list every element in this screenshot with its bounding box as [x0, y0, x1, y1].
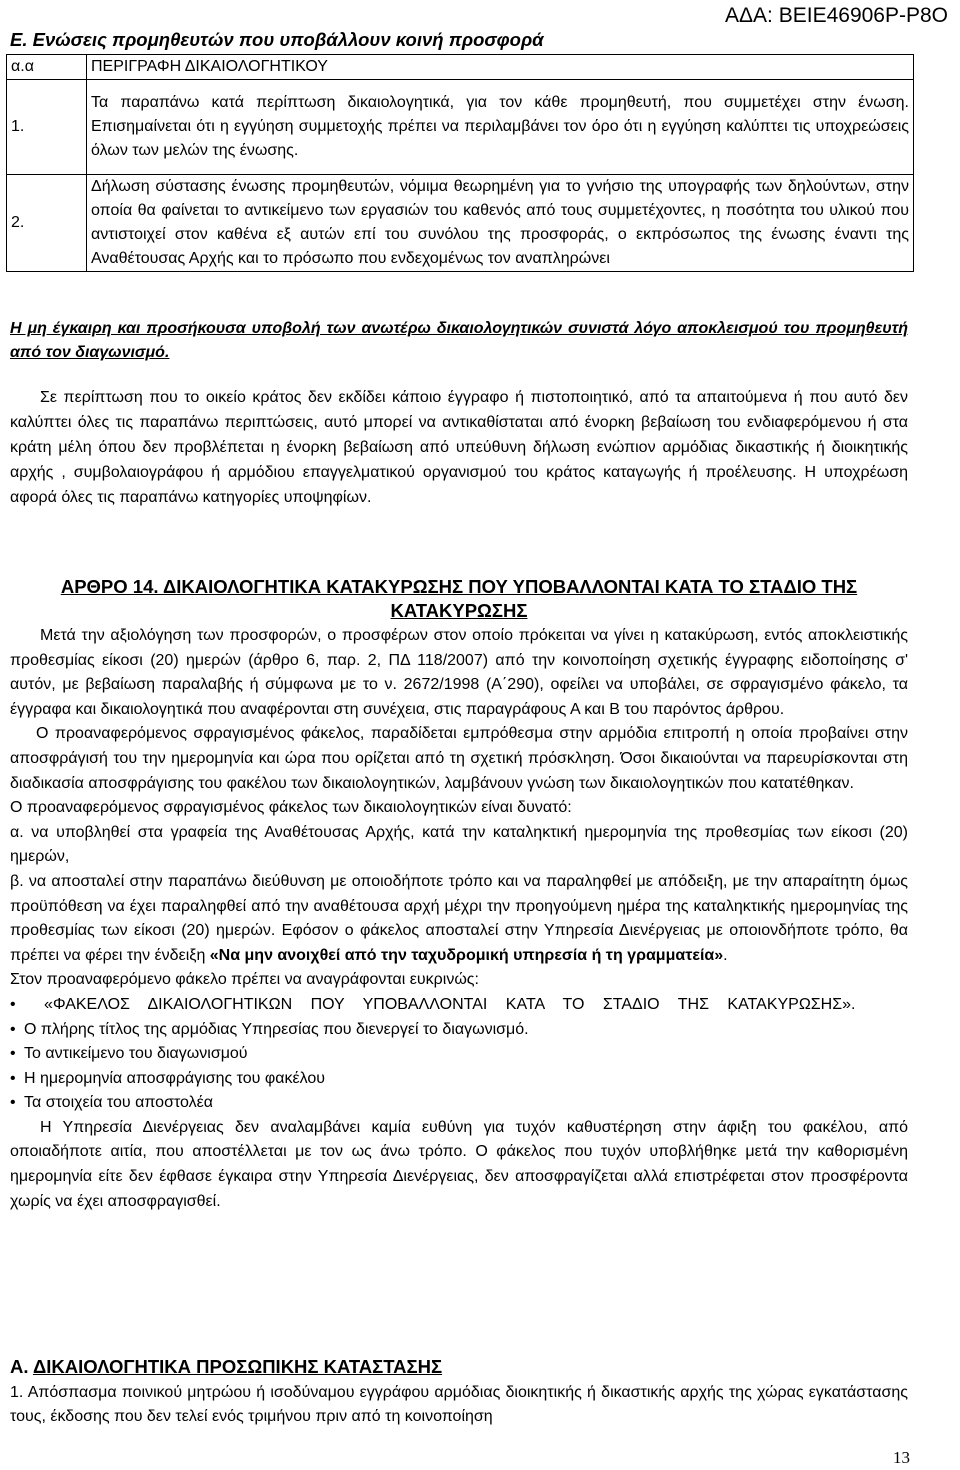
- article-title: ΔΙΚΑΙΟΛΟΓΗΤΙΚΑ ΚΑΤΑΚΥΡΩΣΗΣ ΠΟΥ ΥΠΟΒΑΛΛΟΝΤΑΙ ΚΑΤΑ ΤΟ ΣΤΑΔΙΟ ΤΗΣ ΚΑΤΑΚΥΡΩΣΗΣ: [158, 576, 858, 621]
- article-heading: [10, 575, 908, 623]
- section-e-title: Ε. Ενώσεις προμηθευτών που υποβάλλουν κοινή προσφορά: [10, 29, 544, 50]
- list-item: • «ΦΑΚΕΛΟΣ ΔΙΚΑΙΟΛΟΓΗΤΙΚΩΝ ΠΟΥ ΥΠΟΒΑΛΛΟΝΤΑΙ ΚΑΤΑ ΤΟ ΣΤΑΔΙΟ ΤΗΣ ΚΑΤΑΚΥΡΩΣΗΣ».: [10, 993, 908, 1018]
- section-a-letter: Α.: [10, 1356, 29, 1377]
- page-number: 13: [893, 1448, 910, 1467]
- body-paragraph: [10, 870, 908, 968]
- body-paragraph: Η Υπηρεσία Διενέργειας δεν αναλαμβάνει καμία ευθύνη για τυχόν καθυστέρηση στην άφιξη του φακέλου, από οποιαδήποτε αιτία, που αποστέλλεται με τον ως άνω τρόπο. Ο φάκελος που τυχόν υποβλήθηκε μετά την καθορισμένη ημερομηνία είτε δεν έφθασε έγκαιρα στην Υπηρεσία Διενέργειας, δεν αποσφραγίζεται αλλά επιστρέφεται στον προσφέροντα χωρίς να έχει αποσφραγισθεί.: [10, 1118, 908, 1210]
- body-paragraph: Ο προαναφερόμενος σφραγισμένος φάκελος των δικαιολογητικών είναι δυνατό:: [10, 799, 572, 817]
- body-paragraph: α. να υποβληθεί στα γραφεία της Αναθέτουσας Αρχής, κατά την καταληκτική ημερομηνία της προθεσμίας των είκοσι (20) ημερών,: [10, 823, 908, 866]
- article-body: [10, 624, 908, 1214]
- body-paragraph: Μετά την αξιολόγηση των προσφορών, ο προσφέρων στον οποίο πρόκειται να γίνει η κατακύρωση, εντός αποκλειστικής προθεσμίας είκοσι (20) ημερών (άρθρο 6, παρ. 2, ΠΔ 118/2007) από την κοινοποίηση σχετικής έγγραφης ειδοποίησης σ' αυτόν, με βεβαίωση παραλαβής ή σύμφωνα με το ν. 2672/1998 (Α΄290), οφείλει να υποβάλει, σε σφραγισμένο φάκελο, τα έγγραφα και δικαιολογητικά που αναφέρονται στη συνέχεια, στις παραγράφους Α και Β του παρόντος άρθρου.: [10, 627, 908, 718]
- table-row-num: 1.: [7, 80, 87, 175]
- table-row-num: 2.: [7, 175, 87, 272]
- section-a-title: ΔΙΚΑΙΟΛΟΓΗΤΙΚΑ ΠΡΟΣΩΠΙΚΗΣ ΚΑΤΑΣΤΑΣΗΣ: [32, 1356, 443, 1377]
- body-paragraph: Ο προαναφερόμενος σφραγισμένος φάκελος, παραδίδεται εμπρόθεσμα στην αρμόδια επιτροπή η οποία προβαίνει στην αποσφράγισή του την ημερομηνία και ώρα που ορίζεται από τη σχετική πρόσκληση. Όσοι δικαιούνται να παρευρίσκονται στη διαδικασία αποσφράγισης του φακέλου των δικαιολογητικών, λαμβάνουν γνώση των δικαιολογητικών που κατατέθηκαν.: [10, 725, 908, 792]
- sworn-statement-paragraph: Σε περίπτωση που το οικείο κράτος δεν εκδίδει κάποιο έγγραφο ή πιστοποιητικό, από τα απαιτούμενα ή που αυτό δεν καλύπτει όλες τις παραπάνω περιπτώσεις, αυτό μπορεί να αντικαθίσταται από ένορκη βεβαίωση του ενδιαφερόμενου ή στα κράτη μέλη όπου δεν προβλέπεται η ένορκη βεβαίωση από υπεύθυνη δήλωση ενώπιον αρμόδιας δικαστικής ή διοικητικής αρχής , συμβολαιογράφου ή αρμόδιου επαγγελματικού οργανισμού του κράτος καταγωγής ή προέλευσης. Η υποχρέωση αφορά όλες τις παραπάνω κατηγορίες υποψηφίων.: [10, 389, 908, 506]
- body-text: .: [723, 946, 728, 964]
- exclusion-warning: Η μη έγκαιρη και προσήκουσα υποβολή των ανωτέρω δικαιολογητικών συνιστά λόγο αποκλεισμού του προμηθευτή από τον διαγωνισμό.: [10, 320, 908, 361]
- table-row: [7, 80, 914, 175]
- body-paragraph: Στον προαναφερόμενο φάκελο πρέπει να αναγράφονται ευκρινώς:: [10, 971, 479, 989]
- table-header-num: α.α: [7, 55, 87, 80]
- article-number: ΑΡΘΡΟ 14.: [60, 576, 159, 597]
- list-item: • Τα στοιχεία του αποστολέα: [10, 1091, 908, 1116]
- envelope-notice: «Να μην ανοιχθεί από την ταχυδρομική υπηρεσία ή τη γραμματεία»: [209, 946, 724, 964]
- table-header-row: [7, 55, 914, 80]
- table-row: [7, 175, 914, 272]
- list-item: • Ο πλήρης τίτλος της αρμόδιας Υπηρεσίας που διενεργεί το διαγωνισμό.: [10, 1018, 908, 1043]
- table-row-text: Δήλωση σύστασης ένωσης προμηθευτών, νόμιμα θεωρημένη για το γνήσιο της υπογραφής των δηλούντων, στην οποία θα φαίνεται το αντικείμενο των εργασιών του καθενός από τους συμμετέχοντες, η ποσότητα του υλικού που αντιστοιχεί στον καθένα εξ αυτών επί του συνόλου της προσφοράς, ο εκπρόσωπος της ένωσης έναντι της Αναθέτουσας Αρχής και το πρόσωπο που ενδεχομένως τον αναπληρώνει: [87, 175, 914, 272]
- section-a-item: 1. Απόσπασμα ποινικού μητρώου ή ισοδύναμου εγγράφου αρμόδιας διοικητικής ή δικαστικής αρχής της χώρας εγκατάστασης τους, έκδοσης που δεν τελεί ενός τριμήνου πριν από τη κοινοποίηση: [10, 1384, 908, 1425]
- document-id: ΑΔΑ: ΒΕΙΕ46906Ρ-Ρ8Ο: [725, 4, 948, 27]
- requirements-table: [6, 54, 914, 272]
- table-row-text: Τα παραπάνω κατά περίπτωση δικαιολογητικά, για τον κάθε προμηθευτή, που συμμετέχει στην ένωση. Επισημαίνεται ότι η εγγύηση συμμετοχής πρέπει να περιλαμβάνει τον όρο ότι η εγγύηση καλύπτει τις υποχρεώσεις όλων των μελών της ένωσης.: [87, 80, 914, 175]
- body-text: β. να αποσταλεί στην παραπάνω διεύθυνση με οποιοδήποτε τρόπο και να παραληφθεί με απόδειξη, με την απαραίτητη όμως προϋπόθεση να έχει παραληφθεί από την αναθέτουσα αρχή μέχρι την προηγούμενη ημέρα της καταληκτικής ημερομηνίας της προθεσμίας των είκοσι (20) ημερών. Εφόσον ο φάκελος αποσταλεί στην Υπηρεσία Διενέργειας με οποιονδήποτε τρόπο, θα πρέπει να φέρει την ένδειξη: [10, 872, 908, 964]
- list-item: • Το αντικείμενο του διαγωνισμού: [10, 1042, 908, 1067]
- table-header-text: ΠΕΡΙΓΡΑΦΗ ΔΙΚΑΙΟΛΟΓΗΤΙΚΟΥ: [87, 55, 914, 80]
- section-a-heading: [10, 1355, 442, 1379]
- list-item: • Η ημερομηνία αποσφράγισης του φακέλου: [10, 1067, 908, 1092]
